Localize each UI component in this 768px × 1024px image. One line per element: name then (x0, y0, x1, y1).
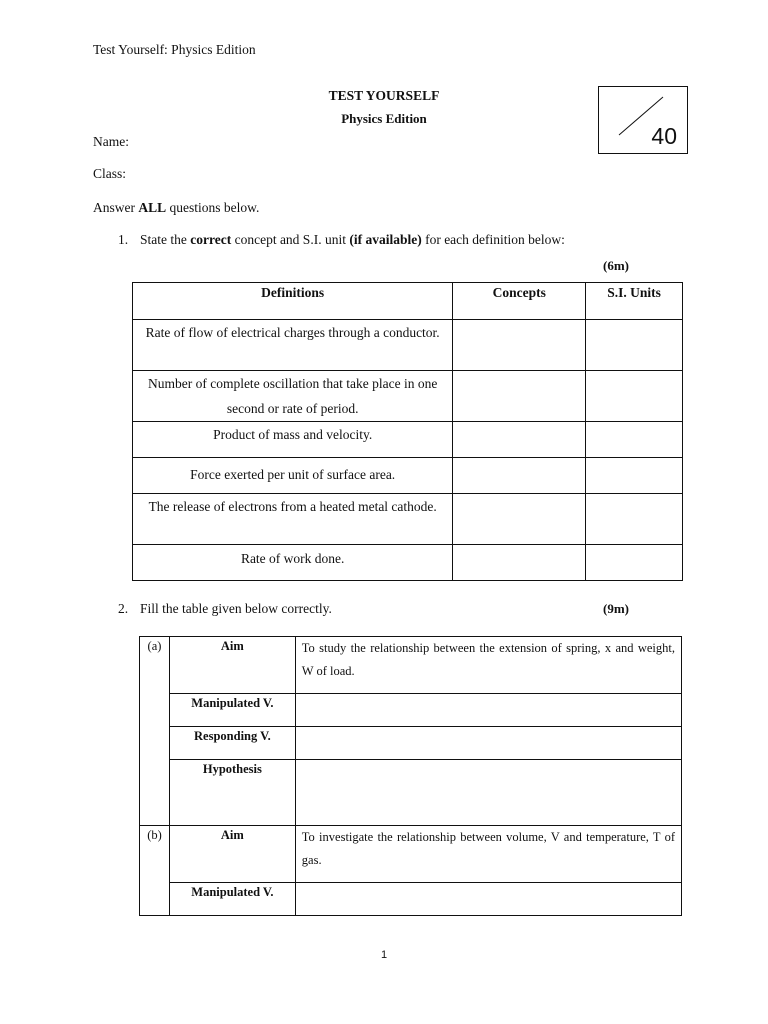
concept-answer-cell[interactable] (453, 545, 586, 581)
table-row (133, 371, 683, 422)
concept-answer-cell[interactable] (453, 422, 586, 458)
table-row (133, 545, 683, 581)
table-row (133, 458, 683, 494)
definition-cell: The release of electrons from a heated metal cathode. (133, 494, 453, 545)
q1-marks: (6m) (603, 258, 629, 273)
column-header-definitions: Definitions (133, 283, 453, 320)
q1-text-part: State the (140, 232, 191, 247)
table-row (140, 637, 682, 694)
manipulated-variable-label: Manipulated V. (169, 694, 295, 727)
score-box (598, 86, 688, 154)
experiment-table (139, 636, 682, 916)
definition-cell: Product of mass and velocity. (133, 422, 453, 458)
part-a-letter: (a) (140, 637, 170, 694)
instruction-bold: ALL (138, 200, 167, 215)
hypothesis-answer-cell[interactable] (295, 760, 681, 826)
q2-marks: (9m) (603, 601, 629, 616)
concept-answer-cell[interactable] (453, 320, 586, 371)
unit-answer-cell[interactable] (586, 545, 683, 581)
column-header-si-units: S.I. Units (586, 283, 683, 320)
instruction-prefix: Answer (93, 200, 139, 215)
manipulated-variable-label: Manipulated V. (169, 883, 295, 916)
definitions-table (132, 282, 683, 581)
document-title: TEST YOURSELF (328, 88, 440, 103)
concept-answer-cell[interactable] (453, 458, 586, 494)
q1-text-bold: (if available) (349, 232, 422, 247)
question-1 (118, 232, 565, 248)
definition-cell: Force exerted per unit of surface area. (133, 458, 453, 494)
q1-text-part: for each definition below: (421, 232, 565, 247)
definition-cell: Number of complete oscillation that take place in one second or rate of period. (133, 371, 453, 422)
q1-text-part: concept and S.I. unit (231, 232, 350, 247)
name-label: Name: (93, 134, 129, 149)
manipulated-variable-answer-cell[interactable] (295, 883, 681, 916)
page-number: 1 (380, 949, 388, 961)
table-row (140, 727, 682, 760)
score-total: 40 (651, 123, 677, 149)
table-row (133, 422, 683, 458)
concept-answer-cell[interactable] (453, 371, 586, 422)
part-b-letter: (b) (140, 826, 170, 883)
column-header-concepts: Concepts (453, 283, 586, 320)
manipulated-variable-answer-cell[interactable] (295, 694, 681, 727)
question-number: 2. (118, 601, 129, 616)
table-row (140, 760, 682, 826)
unit-answer-cell[interactable] (586, 371, 683, 422)
table-header-row (133, 283, 683, 320)
responding-variable-label: Responding V. (169, 727, 295, 760)
table-row (133, 320, 683, 371)
definition-cell: Rate of work done. (133, 545, 453, 581)
unit-answer-cell[interactable] (586, 422, 683, 458)
unit-answer-cell[interactable] (586, 494, 683, 545)
instruction-text (93, 200, 259, 216)
instruction-suffix: questions below. (166, 200, 260, 215)
question-2 (118, 601, 332, 617)
table-row (140, 826, 682, 883)
question-number: 1. (118, 232, 129, 247)
class-label: Class: (93, 166, 127, 181)
aim-label: Aim (169, 826, 295, 883)
concept-answer-cell[interactable] (453, 494, 586, 545)
table-row (140, 883, 682, 916)
responding-variable-answer-cell[interactable] (295, 727, 681, 760)
aim-text: To investigate the relationship between volume, V and temperature, T of gas. (295, 826, 681, 883)
q1-text-bold: correct (190, 232, 232, 247)
definition-cell: Rate of flow of electrical charges through a conductor. (133, 320, 453, 371)
hypothesis-label: Hypothesis (169, 760, 295, 826)
aim-label: Aim (169, 637, 295, 694)
document-subtitle: Physics Edition (341, 111, 427, 126)
page-header: Test Yourself: Physics Edition (93, 42, 256, 57)
table-row (133, 494, 683, 545)
unit-answer-cell[interactable] (586, 320, 683, 371)
aim-text: To study the relationship between the extension of spring, x and weight, W of load. (295, 637, 681, 694)
table-row (140, 694, 682, 727)
q2-text: Fill the table given below correctly. (140, 601, 332, 616)
unit-answer-cell[interactable] (586, 458, 683, 494)
